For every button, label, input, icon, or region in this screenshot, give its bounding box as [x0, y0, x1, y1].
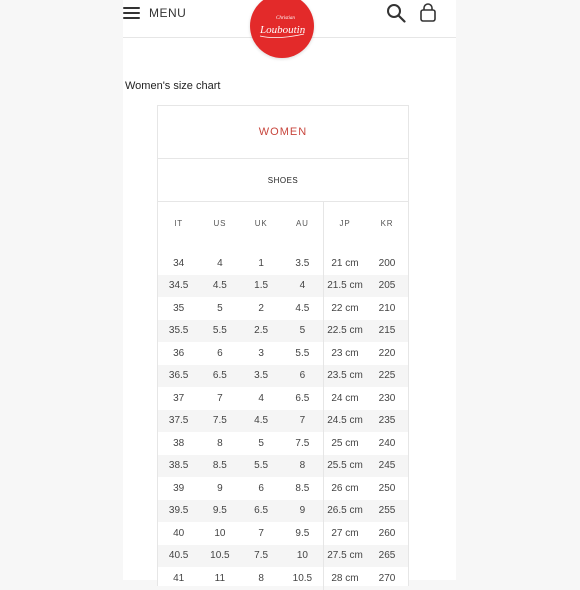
table-row: [158, 567, 323, 590]
table-cell: 2: [258, 302, 264, 314]
table-row: [324, 455, 408, 478]
table-cell: 245: [378, 460, 396, 472]
table-row: [324, 320, 408, 343]
table-cell: 27 cm: [331, 527, 359, 539]
table-cell: 8.5: [212, 460, 227, 472]
size-chart-table: [157, 105, 409, 586]
table-row: [324, 252, 408, 275]
table-cell: 27.5 cm: [327, 550, 363, 562]
table-cell: 35: [173, 302, 185, 314]
table-cell: 40: [173, 527, 185, 539]
table-cell: 39: [173, 482, 185, 494]
table-row: [324, 432, 408, 455]
page-title: Women's size chart: [125, 80, 221, 92]
table-cell: 225: [378, 370, 396, 382]
table-row: [324, 410, 408, 433]
table-cell: 3: [258, 347, 264, 359]
table-cell: 240: [378, 437, 396, 449]
table-row: [324, 297, 408, 320]
table-cell: 210: [378, 302, 396, 314]
table-cell: 25 cm: [331, 437, 359, 449]
table-cell: 24 cm: [331, 392, 359, 404]
table-cell: 36.5: [168, 370, 189, 382]
table-cell: US: [213, 218, 227, 228]
table-cell: 38.5: [168, 460, 189, 472]
table-cell: 4.5: [254, 415, 269, 427]
table-cell: 260: [378, 527, 396, 539]
table-row: [158, 387, 323, 410]
brand-logo[interactable]: [250, 0, 314, 58]
table-cell: AU: [296, 218, 309, 228]
table-cell: 40.5: [168, 550, 189, 562]
table-row: [324, 477, 408, 500]
table-row: [324, 522, 408, 545]
table-cell: 10.5: [210, 550, 230, 562]
table-cell: 6.5: [212, 370, 227, 382]
table-cell: 235: [378, 415, 396, 427]
table-cell: 22.5 cm: [327, 325, 363, 337]
table-cell: 8: [217, 437, 223, 449]
table-row: [158, 320, 323, 343]
table-cell: 38: [173, 437, 185, 449]
table-cell: 5.5: [254, 460, 269, 472]
table-cell: 9.5: [212, 505, 227, 517]
table-cell: 215: [378, 325, 396, 337]
size-group-right: [324, 202, 408, 590]
table-cell: 265: [378, 550, 396, 562]
table-row: [158, 342, 323, 365]
table-cell: 36: [173, 347, 185, 359]
table-cell: 34.5: [168, 280, 189, 292]
table-cell: 7: [217, 392, 223, 404]
table-row: [324, 500, 408, 523]
table-cell: 1: [258, 257, 264, 269]
table-cell: 7: [258, 527, 264, 539]
table-spacer: [324, 244, 408, 252]
table-cell: 5: [258, 437, 264, 449]
menu-icon: [123, 6, 140, 20]
table-row: [158, 432, 323, 455]
table-cell: 4.5: [295, 302, 310, 314]
menu-label: MENU: [149, 6, 187, 20]
table-row: [158, 365, 323, 388]
table-cell: 6: [299, 370, 306, 382]
size-grid: [158, 202, 408, 590]
table-row: [158, 500, 323, 523]
table-cell: 6.5: [254, 505, 269, 517]
table-cell: 7.5: [254, 550, 269, 562]
table-cell: 5: [217, 302, 223, 314]
table-cell: 200: [378, 257, 396, 269]
table-cell: 21.5 cm: [327, 280, 363, 292]
table-cell: 37: [173, 392, 185, 404]
table-cell: 250: [378, 482, 396, 494]
table-cell: 230: [378, 392, 396, 404]
table-spacer: [158, 244, 323, 252]
table-cell: 8: [299, 460, 306, 472]
header: [123, 0, 456, 38]
table-row: [324, 545, 408, 568]
table-row: [158, 410, 323, 433]
table-cell: 41: [173, 572, 185, 584]
table-cell: 9.5: [295, 527, 310, 539]
table-row: [324, 387, 408, 410]
table-cell: 8.5: [295, 482, 310, 494]
table-row: [324, 567, 408, 590]
table-cell: JP: [339, 218, 351, 228]
table-cell: 23.5 cm: [327, 370, 363, 382]
menu-button[interactable]: [123, 3, 186, 23]
page: [123, 0, 456, 584]
table-cell: 5.5: [295, 347, 310, 359]
table-row: [158, 522, 323, 545]
table-cell: 21 cm: [331, 257, 359, 269]
table-cell: 9: [299, 505, 306, 517]
table-cell: 5: [299, 325, 306, 337]
table-cell: 6: [217, 347, 223, 359]
logo-signature: [254, 6, 310, 46]
table-header-row: [324, 202, 408, 244]
table-cell: 4: [258, 392, 264, 404]
table-cell: 39.5: [168, 505, 189, 517]
table-cell: 4: [217, 257, 223, 269]
table-row: [158, 275, 323, 298]
table-cell: 4.5: [212, 280, 227, 292]
size-group-left: [158, 202, 324, 590]
table-cell: 23 cm: [331, 347, 359, 359]
table-cell: 28 cm: [331, 572, 359, 584]
table-cell: 10: [296, 550, 308, 562]
table-cell: 4: [299, 280, 306, 292]
table-cell: 7.5: [295, 437, 310, 449]
table-cell: 220: [378, 347, 396, 359]
subsection-header-shoes: SHOES: [158, 159, 408, 202]
table-cell: 6: [258, 482, 264, 494]
table-cell: 10.5: [292, 572, 313, 584]
table-row: [158, 477, 323, 500]
table-cell: 9: [217, 482, 223, 494]
table-row: [324, 365, 408, 388]
logo-text-main: Louboutin: [260, 24, 306, 36]
table-cell: 26 cm: [331, 482, 359, 494]
table-cell: 255: [378, 505, 396, 517]
table-cell: 270: [378, 572, 396, 584]
logo-text-top: Christian: [276, 16, 295, 21]
table-cell: 2.5: [254, 325, 269, 337]
table-row: [158, 455, 323, 478]
table-cell: 8: [258, 572, 264, 584]
table-cell: 7: [299, 415, 306, 427]
table-cell: IT: [174, 218, 183, 228]
table-cell: 25.5 cm: [327, 460, 363, 472]
table-row: [324, 275, 408, 298]
table-cell: 5.5: [212, 325, 227, 337]
table-cell: KR: [380, 218, 394, 228]
table-cell: 11: [214, 572, 226, 584]
search-icon[interactable]: [386, 3, 406, 23]
table-cell: 7.5: [212, 415, 227, 427]
table-cell: 10: [214, 527, 226, 539]
table-cell: 3.5: [254, 370, 269, 382]
table-cell: 22 cm: [331, 302, 359, 314]
table-cell: 37.5: [168, 415, 189, 427]
table-header-row: [158, 202, 323, 244]
shopping-bag-icon[interactable]: [419, 3, 437, 23]
table-cell: 6.5: [295, 392, 310, 404]
table-cell: 1.5: [254, 280, 269, 292]
table-cell: UK: [254, 218, 268, 228]
table-cell: 24.5 cm: [327, 415, 363, 427]
section-header-women: WOMEN: [158, 106, 408, 159]
table-row: [158, 252, 323, 275]
table-cell: 35.5: [168, 325, 189, 337]
table-cell: 3.5: [295, 257, 310, 269]
table-row: [158, 297, 323, 320]
table-row: [324, 342, 408, 365]
table-row: [158, 545, 323, 568]
table-cell: 26.5 cm: [327, 505, 363, 517]
table-cell: 205: [378, 280, 396, 292]
table-cell: 34: [173, 257, 185, 269]
